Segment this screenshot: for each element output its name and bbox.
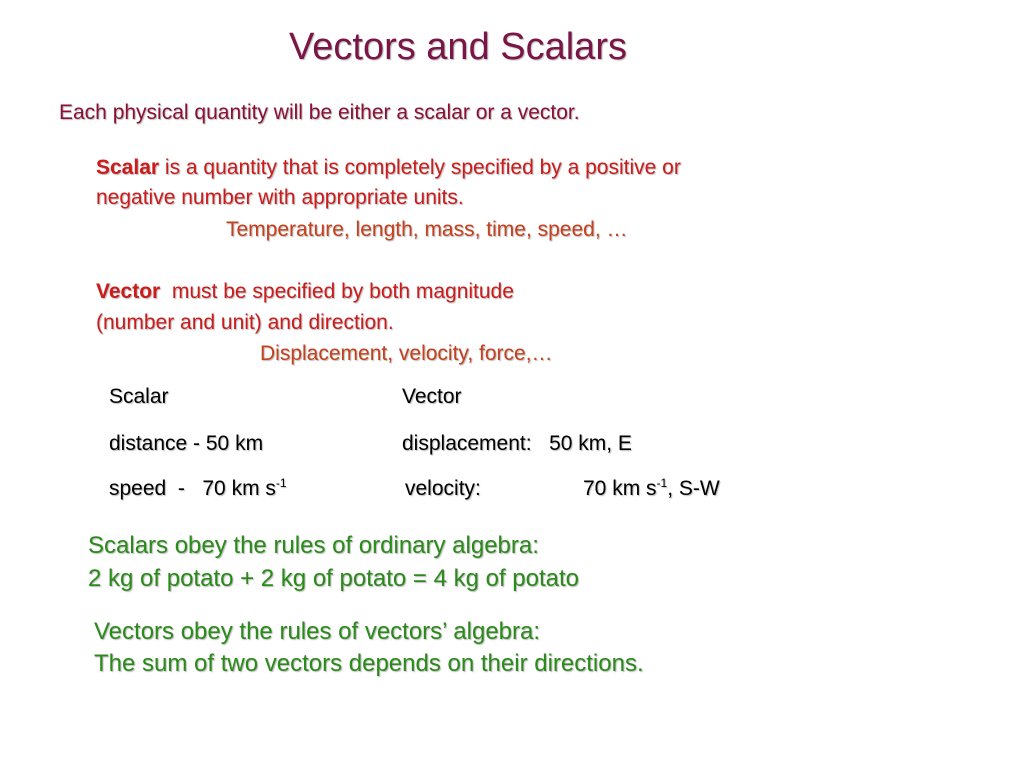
table-header-vector: Vector bbox=[402, 385, 462, 408]
table-header-scalar: Scalar bbox=[109, 385, 169, 408]
velocity-direction: , S-W bbox=[667, 477, 720, 500]
scalar-definition-line1 bbox=[96, 156, 681, 180]
slide-title: Vectors and Scalars bbox=[289, 26, 627, 68]
velocity-value: 70 km s bbox=[583, 477, 657, 500]
vector-examples: Displacement, velocity, force,… bbox=[260, 342, 553, 365]
table-row1-scalar: distance - 50 km bbox=[109, 432, 264, 455]
scalar-definition-line2: negative number with appropriate units. bbox=[96, 186, 464, 209]
vector-definition-line2: (number and unit) and direction. bbox=[96, 311, 394, 334]
table-row2-vector-value bbox=[583, 477, 720, 501]
vector-rules-line2: The sum of two vectors depends on their directions. bbox=[94, 650, 644, 677]
scalar-examples: Temperature, length, mass, time, speed, … bbox=[226, 218, 628, 241]
speed-unit-superscript: -1 bbox=[275, 476, 287, 490]
vector-definition-line1 bbox=[96, 280, 514, 304]
scalar-definition-text: is a quantity that is completely specified by a positive or bbox=[159, 156, 681, 179]
scalar-term: Scalar bbox=[96, 156, 160, 179]
scalar-rules-line1: Scalars obey the rules of ordinary algebra: bbox=[88, 532, 539, 559]
vector-term: Vector bbox=[96, 280, 161, 303]
velocity-unit-superscript: -1 bbox=[656, 476, 668, 490]
vector-rules-line1: Vectors obey the rules of vectors’ algebra: bbox=[94, 618, 541, 645]
scalar-rules-line2: 2 kg of potato + 2 kg of potato = 4 kg of potato bbox=[88, 565, 580, 592]
table-row2-vector-label: velocity: bbox=[405, 477, 481, 500]
vector-definition-text: must be specified by both magnitude bbox=[160, 280, 514, 303]
speed-text: speed - 70 km s bbox=[109, 477, 276, 500]
table-row2-scalar bbox=[109, 477, 287, 501]
table-row1-vector: displacement: 50 km, E bbox=[402, 432, 632, 455]
intro-text: Each physical quantity will be either a scalar or a vector. bbox=[59, 101, 580, 124]
